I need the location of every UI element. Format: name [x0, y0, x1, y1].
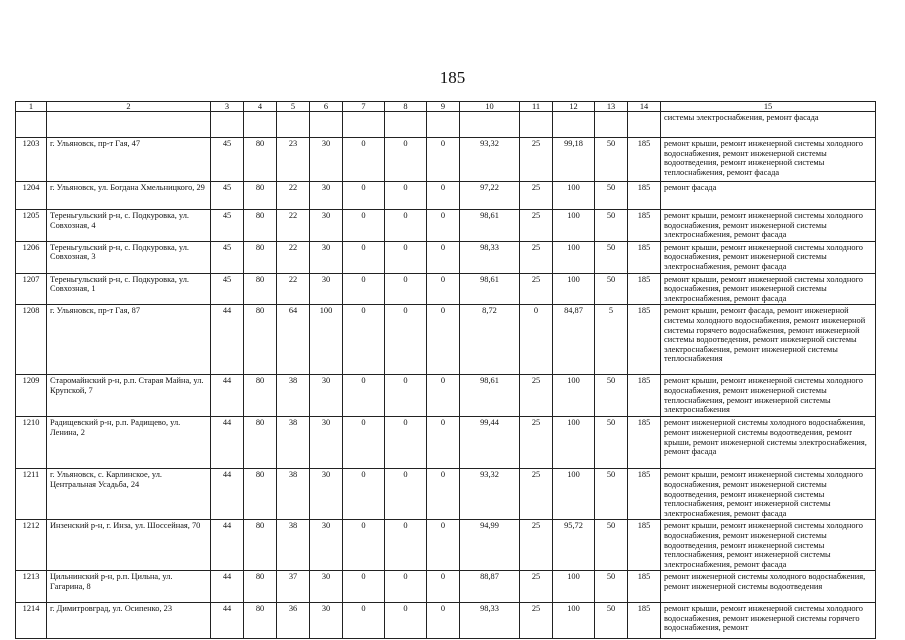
- value-cell-c12: 95,72: [553, 520, 595, 571]
- works-cell: ремонт крыши, ремонт фасада, ремонт инженерной системы холодного водоснабжения, ремонт инженерной системы горячего водоснабжения, ремонт инженерной системы водоотведения, ремонт инженерной системы электроснабжения, ремонт инженерной системы теплоснабжения: [661, 305, 876, 375]
- value-cell-c5: 36: [277, 603, 310, 639]
- value-cell-c14: 185: [628, 182, 661, 210]
- value-cell-c11: 25: [520, 210, 553, 242]
- address-cell: г. Ульяновск, ул. Богдана Хмельницкого, 29: [47, 182, 211, 210]
- value-cell-c6: 30: [310, 603, 343, 639]
- value-cell-c6: 30: [310, 417, 343, 469]
- value-cell-c6: 30: [310, 571, 343, 603]
- works-cell: ремонт крыши, ремонт инженерной системы холодного водоснабжения, ремонт инженерной системы водоотведения, ремонт инженерной системы теплоснабжения, ремонт инженерной системы электроснабжения, ремонт фасада: [661, 469, 876, 520]
- continuation-row: [16, 112, 876, 138]
- works-cell: ремонт крыши, ремонт инженерной системы холодного водоснабжения, ремонт инженерной системы теплоснабжения, ремонт инженерной системы электроснабжения: [661, 375, 876, 417]
- value-cell-c10: 93,32: [460, 138, 520, 182]
- value-cell-c10: 98,33: [460, 603, 520, 639]
- value-cell-c14: 185: [628, 520, 661, 571]
- value-cell-c7: 0: [343, 241, 385, 273]
- table-row: [16, 182, 876, 210]
- works-cell: ремонт инженерной системы холодного водоснабжения, ремонт инженерной системы водоотведения: [661, 571, 876, 603]
- value-cell-c3: 45: [211, 182, 244, 210]
- value-cell-c8: 0: [385, 182, 427, 210]
- column-header-11: 11: [520, 102, 553, 112]
- column-header-14: 14: [628, 102, 661, 112]
- value-cell-c9: 0: [427, 603, 460, 639]
- value-cell-c14: 185: [628, 273, 661, 305]
- value-cell-c14: 185: [628, 571, 661, 603]
- works-cell: ремонт инженерной системы холодного водоснабжения, ремонт инженерной системы водоотведения, ремонт крыши, ремонт инженерной системы электроснабжения, ремонт фасада: [661, 417, 876, 469]
- value-cell-c13: 50: [595, 520, 628, 571]
- value-cell-c12: 99,18: [553, 138, 595, 182]
- value-cell-c7: 0: [343, 138, 385, 182]
- value-cell-c11: 25: [520, 375, 553, 417]
- works-cell: ремонт крыши, ремонт инженерной системы холодного водоснабжения, ремонт инженерной системы электроснабжения, ремонт фасада: [661, 210, 876, 242]
- repair-program-table: [15, 101, 876, 639]
- column-header-15: 15: [661, 102, 876, 112]
- value-cell-c5: 22: [277, 182, 310, 210]
- value-cell-c10: 93,32: [460, 469, 520, 520]
- header-row: [16, 102, 876, 112]
- value-cell-c13: 50: [595, 571, 628, 603]
- works-cell: ремонт крыши, ремонт инженерной системы холодного водоснабжения, ремонт инженерной системы электроснабжения, ремонт фасада: [661, 241, 876, 273]
- value-cell-c9: 0: [427, 273, 460, 305]
- value-cell-c10: 98,33: [460, 241, 520, 273]
- value-cell-c11: 25: [520, 469, 553, 520]
- works-cell: ремонт крыши, ремонт инженерной системы холодного водоснабжения, ремонт инженерной системы электроснабжения, ремонт фасада: [661, 273, 876, 305]
- value-cell-c5: 64: [277, 305, 310, 375]
- value-cell-c14: 185: [628, 241, 661, 273]
- value-cell-c9: 0: [427, 520, 460, 571]
- value-cell-c13: 50: [595, 210, 628, 242]
- value-cell-c12: 100: [553, 417, 595, 469]
- value-cell-c7: 0: [343, 182, 385, 210]
- value-cell-c6: 30: [310, 520, 343, 571]
- column-header-9: 9: [427, 102, 460, 112]
- value-cell-c12: 100: [553, 273, 595, 305]
- works-cell: ремонт крыши, ремонт инженерной системы холодного водоснабжения, ремонт инженерной системы горячего водоснабжения, ремонт: [661, 603, 876, 639]
- value-cell-c10: 99,44: [460, 417, 520, 469]
- column-header-2: 2: [47, 102, 211, 112]
- value-cell-c8: 0: [385, 603, 427, 639]
- value-cell-c10: 97,22: [460, 182, 520, 210]
- column-header-12: 12: [553, 102, 595, 112]
- value-cell-c10: 98,61: [460, 375, 520, 417]
- value-cell-c13: 50: [595, 417, 628, 469]
- value-cell-c5: 38: [277, 469, 310, 520]
- address-cell: Тереньгульский р-н, с. Подкуровка, ул. Совхозная, 3: [47, 241, 211, 273]
- value-cell-c7: 0: [343, 210, 385, 242]
- row-number: 1203: [16, 138, 47, 182]
- row-number: 1210: [16, 417, 47, 469]
- value-cell-c8: 0: [385, 210, 427, 242]
- value-cell-c11: 25: [520, 571, 553, 603]
- value-cell-c4: 80: [244, 305, 277, 375]
- value-cell-c11: 0: [520, 305, 553, 375]
- value-cell-c4: 80: [244, 273, 277, 305]
- value-cell-c11: 25: [520, 138, 553, 182]
- value-cell-c8: 0: [385, 241, 427, 273]
- value-cell-c3: 44: [211, 305, 244, 375]
- page-number: 185: [439, 68, 466, 87]
- table-row: [16, 417, 876, 469]
- value-cell-c8: 0: [385, 305, 427, 375]
- address-cell: г. Димитровград, ул. Осипенко, 23: [47, 603, 211, 639]
- column-header-7: 7: [343, 102, 385, 112]
- value-cell-c9: 0: [427, 182, 460, 210]
- value-cell-c9: 0: [427, 417, 460, 469]
- value-cell-c14: 185: [628, 603, 661, 639]
- value-cell-c6: 30: [310, 375, 343, 417]
- value-cell-c13: 50: [595, 138, 628, 182]
- value-cell-c11: 25: [520, 182, 553, 210]
- value-cell-c3: 45: [211, 210, 244, 242]
- value-cell-c12: 100: [553, 571, 595, 603]
- value-cell-c5: 38: [277, 520, 310, 571]
- value-cell-c7: 0: [343, 469, 385, 520]
- value-cell-c6: 100: [310, 305, 343, 375]
- row-number: 1208: [16, 305, 47, 375]
- value-cell-c7: 0: [343, 417, 385, 469]
- value-cell-c9: 0: [427, 241, 460, 273]
- value-cell-c11: 25: [520, 273, 553, 305]
- value-cell-c6: 30: [310, 241, 343, 273]
- address-cell: Инзенский р-н, г. Инза, ул. Шоссейная, 70: [47, 520, 211, 571]
- table-row: [16, 138, 876, 182]
- works-cell: ремонт крыши, ремонт инженерной системы холодного водоснабжения, ремонт инженерной системы водоотведения, ремонт инженерной системы теплоснабжения, ремонт инженерной системы электроснабжения, ремонт фасада: [661, 520, 876, 571]
- address-cell: г. Ульяновск, пр-т Гая, 87: [47, 305, 211, 375]
- value-cell-c6: 30: [310, 273, 343, 305]
- row-number: 1207: [16, 273, 47, 305]
- value-cell-c10: 98,61: [460, 273, 520, 305]
- value-cell-c4: 80: [244, 571, 277, 603]
- row-number: 1204: [16, 182, 47, 210]
- table-row: [16, 520, 876, 571]
- row-number: 1212: [16, 520, 47, 571]
- value-cell-c12: 100: [553, 182, 595, 210]
- value-cell-c6: 30: [310, 469, 343, 520]
- value-cell-c5: 38: [277, 417, 310, 469]
- value-cell-c9: 0: [427, 375, 460, 417]
- value-cell-c12: 100: [553, 469, 595, 520]
- value-cell-c12: 100: [553, 603, 595, 639]
- value-cell-c7: 0: [343, 571, 385, 603]
- value-cell-c14: 185: [628, 469, 661, 520]
- column-header-4: 4: [244, 102, 277, 112]
- row-number: 1211: [16, 469, 47, 520]
- value-cell-c11: 25: [520, 603, 553, 639]
- value-cell-c12: 100: [553, 241, 595, 273]
- value-cell-c13: 50: [595, 182, 628, 210]
- value-cell-c9: 0: [427, 138, 460, 182]
- continuation-text: системы электроснабжения, ремонт фасада: [661, 112, 876, 138]
- address-cell: г. Ульяновск, с. Карлинское, ул. Центральная Усадьба, 24: [47, 469, 211, 520]
- address-cell: г. Ульяновск, пр-т Гая, 47: [47, 138, 211, 182]
- value-cell-c3: 44: [211, 469, 244, 520]
- value-cell-c8: 0: [385, 417, 427, 469]
- value-cell-c7: 0: [343, 520, 385, 571]
- value-cell-c4: 80: [244, 138, 277, 182]
- value-cell-c7: 0: [343, 305, 385, 375]
- value-cell-c3: 44: [211, 571, 244, 603]
- value-cell-c13: 50: [595, 469, 628, 520]
- works-cell: ремонт крыши, ремонт инженерной системы холодного водоснабжения, ремонт инженерной системы водоотведения, ремонт инженерной системы теплоснабжения, ремонт фасада: [661, 138, 876, 182]
- value-cell-c9: 0: [427, 571, 460, 603]
- row-number: 1206: [16, 241, 47, 273]
- value-cell-c8: 0: [385, 375, 427, 417]
- value-cell-c11: 25: [520, 417, 553, 469]
- value-cell-c14: 185: [628, 138, 661, 182]
- table-row: [16, 273, 876, 305]
- value-cell-c13: 50: [595, 603, 628, 639]
- value-cell-c4: 80: [244, 210, 277, 242]
- column-header-13: 13: [595, 102, 628, 112]
- value-cell-c12: 100: [553, 375, 595, 417]
- value-cell-c8: 0: [385, 469, 427, 520]
- value-cell-c13: 50: [595, 241, 628, 273]
- value-cell-c12: 100: [553, 210, 595, 242]
- table-row: [16, 210, 876, 242]
- value-cell-c11: 25: [520, 520, 553, 571]
- row-number: 1205: [16, 210, 47, 242]
- value-cell-c4: 80: [244, 241, 277, 273]
- value-cell-c4: 80: [244, 375, 277, 417]
- value-cell-c12: 84,87: [553, 305, 595, 375]
- value-cell-c10: 94,99: [460, 520, 520, 571]
- value-cell-c14: 185: [628, 375, 661, 417]
- value-cell-c8: 0: [385, 520, 427, 571]
- row-number: 1213: [16, 571, 47, 603]
- value-cell-c14: 185: [628, 305, 661, 375]
- address-cell: Старомайнский р-н, р.п. Старая Майна, ул. Крупской, 7: [47, 375, 211, 417]
- column-header-6: 6: [310, 102, 343, 112]
- table-row: [16, 375, 876, 417]
- value-cell-c10: 88,87: [460, 571, 520, 603]
- value-cell-c3: 45: [211, 138, 244, 182]
- value-cell-c5: 22: [277, 273, 310, 305]
- value-cell-c6: 30: [310, 182, 343, 210]
- value-cell-c7: 0: [343, 375, 385, 417]
- table-row: [16, 241, 876, 273]
- value-cell-c13: 50: [595, 375, 628, 417]
- address-cell: Цильнинский р-н, р.п. Цильна, ул. Гагарина, 8: [47, 571, 211, 603]
- value-cell-c3: 45: [211, 241, 244, 273]
- value-cell-c3: 45: [211, 273, 244, 305]
- value-cell-c3: 44: [211, 417, 244, 469]
- address-cell: Тереньгульский р-н, с. Подкуровка, ул. Совхозная, 1: [47, 273, 211, 305]
- value-cell-c8: 0: [385, 273, 427, 305]
- value-cell-c6: 30: [310, 138, 343, 182]
- works-cell: ремонт фасада: [661, 182, 876, 210]
- value-cell-c5: 22: [277, 210, 310, 242]
- value-cell-c8: 0: [385, 571, 427, 603]
- value-cell-c4: 80: [244, 182, 277, 210]
- column-header-10: 10: [460, 102, 520, 112]
- column-header-5: 5: [277, 102, 310, 112]
- value-cell-c9: 0: [427, 210, 460, 242]
- value-cell-c3: 44: [211, 520, 244, 571]
- value-cell-c11: 25: [520, 241, 553, 273]
- value-cell-c5: 23: [277, 138, 310, 182]
- value-cell-c14: 185: [628, 417, 661, 469]
- table-row: [16, 571, 876, 603]
- column-header-8: 8: [385, 102, 427, 112]
- value-cell-c3: 44: [211, 603, 244, 639]
- value-cell-c7: 0: [343, 273, 385, 305]
- value-cell-c13: 5: [595, 305, 628, 375]
- table-row: [16, 603, 876, 639]
- address-cell: Радищевский р-н, р.п. Радищево, ул. Ленина, 2: [47, 417, 211, 469]
- value-cell-c10: 8,72: [460, 305, 520, 375]
- table-row: [16, 305, 876, 375]
- row-number: 1214: [16, 603, 47, 639]
- value-cell-c7: 0: [343, 603, 385, 639]
- row-number: 1209: [16, 375, 47, 417]
- value-cell-c3: 44: [211, 375, 244, 417]
- value-cell-c5: 37: [277, 571, 310, 603]
- value-cell-c9: 0: [427, 469, 460, 520]
- value-cell-c4: 80: [244, 469, 277, 520]
- column-header-1: 1: [16, 102, 47, 112]
- value-cell-c9: 0: [427, 305, 460, 375]
- value-cell-c10: 98,61: [460, 210, 520, 242]
- value-cell-c4: 80: [244, 417, 277, 469]
- table-row: [16, 469, 876, 520]
- value-cell-c8: 0: [385, 138, 427, 182]
- value-cell-c4: 80: [244, 520, 277, 571]
- value-cell-c6: 30: [310, 210, 343, 242]
- value-cell-c13: 50: [595, 273, 628, 305]
- value-cell-c5: 22: [277, 241, 310, 273]
- address-cell: Тереньгульский р-н, с. Подкуровка, ул. Совхозная, 4: [47, 210, 211, 242]
- value-cell-c14: 185: [628, 210, 661, 242]
- column-header-3: 3: [211, 102, 244, 112]
- value-cell-c4: 80: [244, 603, 277, 639]
- value-cell-c5: 38: [277, 375, 310, 417]
